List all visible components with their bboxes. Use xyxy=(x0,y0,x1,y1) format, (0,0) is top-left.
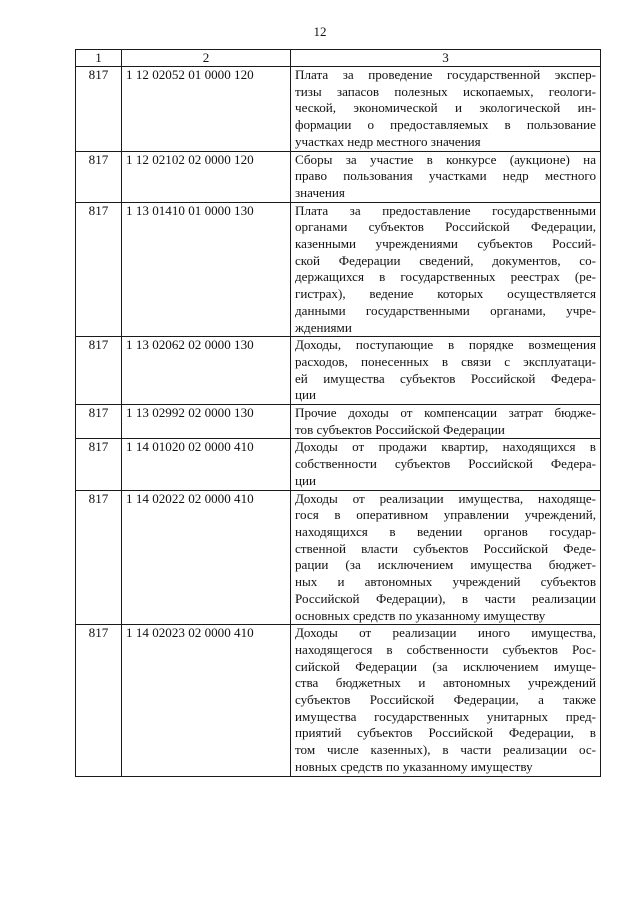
description-line: ции xyxy=(295,387,317,403)
description-cell xyxy=(291,337,601,405)
description-line: находящихся в ведении органов государ- xyxy=(295,523,596,539)
table-row xyxy=(76,625,601,776)
description-line: Российской Федерации), в части реализации xyxy=(295,590,596,606)
description-cell xyxy=(291,67,601,152)
description-line: Доходы, поступающие в порядке возмещения xyxy=(295,337,596,353)
budget-codes-table xyxy=(75,49,601,777)
description-line: основных средств по указанному имуществу xyxy=(295,607,546,623)
description-cell xyxy=(291,405,601,439)
description-line: Плата за проведение государственной экспер- xyxy=(295,67,596,82)
table-row xyxy=(76,405,601,439)
description-line: приятий субъектов Российской Федерации, в xyxy=(295,725,596,741)
description-line: ей имущества субъектов Российской Федера- xyxy=(295,370,596,386)
description-line: значения xyxy=(295,184,345,200)
table-row xyxy=(76,490,601,625)
description-line: субъектов Российской Федерации, а также xyxy=(295,692,596,708)
budget-code-cell: 1 12 02052 01 0000 120 xyxy=(122,67,291,152)
description-line: сийской Федерации (за исключением имуще- xyxy=(295,658,596,674)
description-line: ждениями xyxy=(295,319,352,335)
admin-code-cell: 817 xyxy=(76,490,122,625)
budget-code-cell: 1 13 02062 02 0000 130 xyxy=(122,337,291,405)
description-line: ской Федерации сведений, документов, со- xyxy=(295,252,596,268)
page-number: 12 xyxy=(313,24,327,39)
description-line: новных средств по указанному имуществу xyxy=(295,758,533,774)
table-row xyxy=(76,202,601,337)
description-line: право пользования участками недр местного xyxy=(295,168,596,184)
description-line: гося в оперативном управлении учреждений, xyxy=(295,507,596,523)
budget-code-cell: 1 12 02102 02 0000 120 xyxy=(122,151,291,202)
admin-code-cell: 817 xyxy=(76,439,122,490)
description-line: Прочие доходы от компенсации затрат бюдже- xyxy=(295,405,596,421)
admin-code-cell: 817 xyxy=(76,202,122,337)
table-body xyxy=(76,67,601,777)
description-cell xyxy=(291,202,601,337)
column-header-1: 1 xyxy=(76,50,122,67)
admin-code-cell: 817 xyxy=(76,405,122,439)
description-line: Плата за предоставление государственными xyxy=(295,202,596,218)
description-line: рации (за исключением имущества бюджет- xyxy=(295,557,596,573)
description-line: находящегося в собственности субъектов Рос- xyxy=(295,641,596,657)
column-header-2: 2 xyxy=(122,50,291,67)
description-line: тизы запасов полезных ископаемых, геологи- xyxy=(295,83,596,99)
description-line: Сборы за участие в конкурсе (аукционе) на xyxy=(295,151,596,167)
description-line: собственности субъектов Российской Федера- xyxy=(295,456,596,472)
description-line: ственной власти субъектов Российской Феде- xyxy=(295,540,596,556)
description-line: гистрах), ведение которых осуществляется xyxy=(295,286,596,302)
description-line: держащихся в государственных реестрах (ре- xyxy=(295,269,596,285)
table-header-row xyxy=(76,50,601,67)
table-row xyxy=(76,151,601,202)
table-row xyxy=(76,67,601,152)
description-line: имущества государственных унитарных пред- xyxy=(295,708,596,724)
table-row xyxy=(76,337,601,405)
admin-code-cell: 817 xyxy=(76,337,122,405)
description-line: ных и автономных учреждений субъектов xyxy=(295,574,596,590)
description-cell xyxy=(291,439,601,490)
description-line: ции xyxy=(295,472,317,488)
description-line: формации о предоставляемых в пользование xyxy=(295,117,596,133)
description-cell xyxy=(291,625,601,776)
table-row xyxy=(76,439,601,490)
budget-code-cell: 1 13 01410 01 0000 130 xyxy=(122,202,291,337)
description-line: казенными учреждениями субъектов Россий- xyxy=(295,236,596,252)
description-line: тов субъектов Российской Федерации xyxy=(295,421,505,437)
description-line: том числе казенных), в части реализации ос- xyxy=(295,742,596,758)
budget-code-cell: 1 14 01020 02 0000 410 xyxy=(122,439,291,490)
description-line: расходов, понесенных в связи с эксплуатаци- xyxy=(295,353,596,369)
description-line: Доходы от реализации имущества, находяще- xyxy=(295,490,596,506)
budget-code-cell: 1 13 02992 02 0000 130 xyxy=(122,405,291,439)
admin-code-cell: 817 xyxy=(76,625,122,776)
admin-code-cell: 817 xyxy=(76,67,122,152)
column-header-3: 3 xyxy=(291,50,601,67)
budget-code-cell: 1 14 02023 02 0000 410 xyxy=(122,625,291,776)
budget-code-cell: 1 14 02022 02 0000 410 xyxy=(122,490,291,625)
description-line: ческой, экономической и экологической ин- xyxy=(295,100,596,116)
description-line: ства бюджетных и автономных учреждений xyxy=(295,675,596,691)
description-cell xyxy=(291,490,601,625)
description-line: органами субъектов Российской Федерации, xyxy=(295,219,596,235)
description-cell xyxy=(291,151,601,202)
admin-code-cell: 817 xyxy=(76,151,122,202)
description-line: данными государственными органами, учре- xyxy=(295,302,596,318)
description-line: участках недр местного значения xyxy=(295,133,481,149)
description-line: Доходы от реализации иного имущества, xyxy=(295,625,596,641)
description-line: Доходы от продажи квартир, находящихся в xyxy=(295,439,596,455)
